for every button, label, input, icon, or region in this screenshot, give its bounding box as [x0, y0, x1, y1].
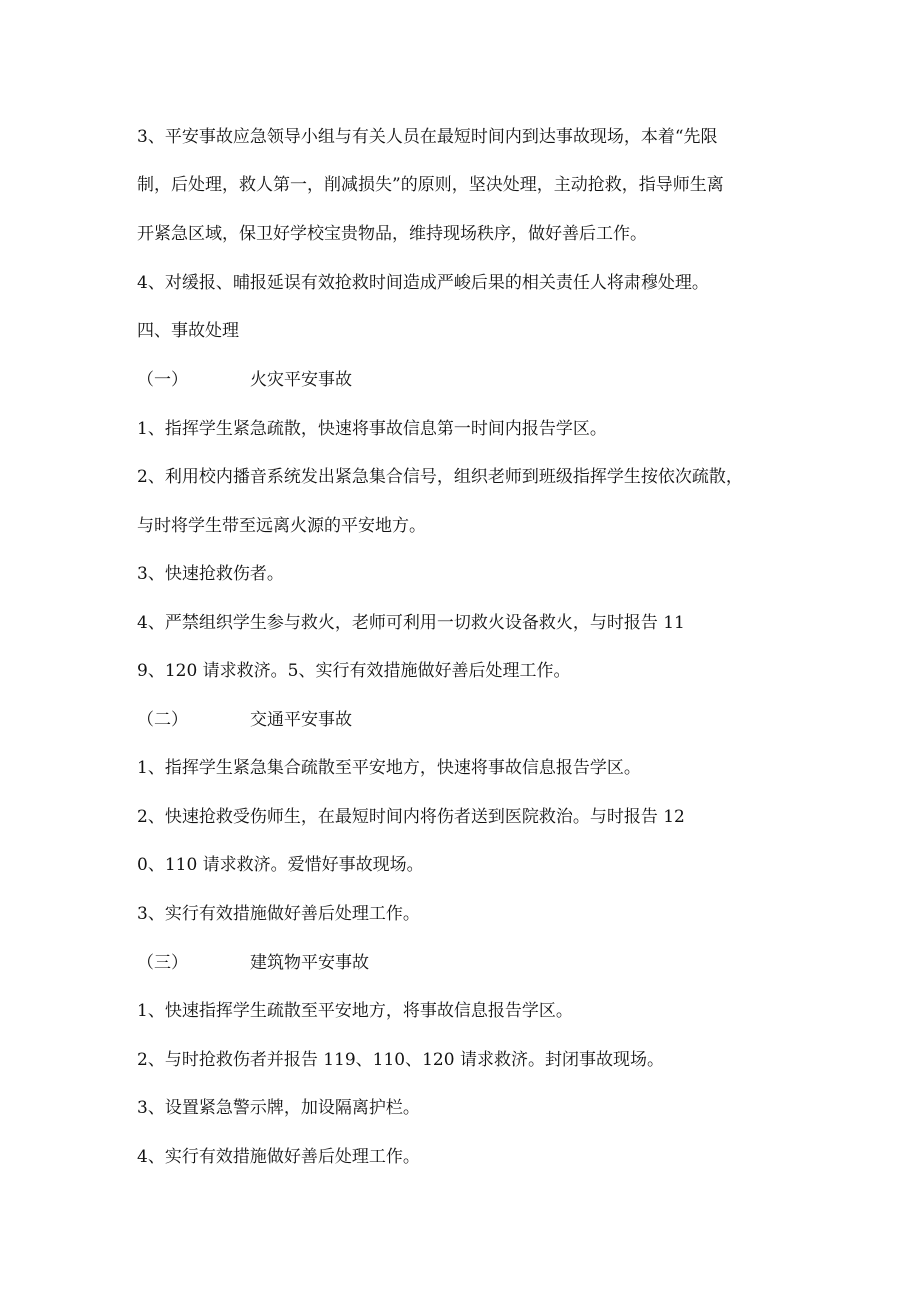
paragraph-line: 3、实行有效措施做好善后处理工作。	[137, 904, 420, 924]
paragraph-line: 1、指挥学生紧急集合疏散至平安地方，快速将事故信息报告学区。	[137, 758, 641, 778]
paragraph-line: 1、快速指挥学生疏散至平安地方，将事故信息报告学区。	[137, 1001, 573, 1021]
paragraph-line: 4、对缓报、晡报延误有效抢救时间造成严峻后果的相关责任人将肃穆处理。	[137, 273, 709, 293]
paragraph-line: 开紧急区域，保卫好学校宝贵物品，维持现场秩序，做好善后工作。	[137, 224, 647, 244]
section-heading: 四、事故处理	[137, 321, 239, 341]
subsection-heading-building	[137, 952, 369, 974]
paragraph-line: 2、与时抢救伤者并报告 119、110、120 请求救济。封闭事故现场。	[137, 1050, 664, 1070]
paragraph-line: 与时将学生带至远离火源的平安地方。	[137, 516, 426, 536]
paragraph-line: 1、指挥学生紧急疏散，快速将事故信息第一时间内报告学区。	[137, 419, 607, 439]
subsection-heading-traffic	[137, 709, 352, 731]
subsection-title: 建筑物平安事故	[250, 953, 369, 973]
paragraph-line: 2、利用校内播音系统发出紧急集合信号，组织老师到班级指挥学生按依次疏散，	[137, 467, 743, 487]
subsection-number: （三）	[137, 953, 188, 973]
subsection-title: 交通平安事故	[250, 710, 352, 730]
subsection-number: （二）	[137, 710, 188, 730]
paragraph-line: 3、平安事故应急领导小组与有关人员在最短时间内到达事故现场，本着“先限	[137, 127, 718, 147]
paragraph-line: 2、快速抢救受伤师生，在最短时间内将伤者送到医院救治。与时报告 12	[137, 807, 685, 827]
paragraph-line: 9、120 请求救济。5、实行有效措施做好善后处理工作。	[137, 661, 571, 681]
subsection-heading-fire	[137, 369, 352, 391]
paragraph-line: 4、实行有效措施做好善后处理工作。	[137, 1147, 420, 1167]
subsection-title: 火灾平安事故	[250, 370, 352, 390]
paragraph-line: 制，后处理，救人第一，削减损失”的原则，坚决处理，主动抢救，指导师生离	[137, 175, 724, 195]
paragraph-line: 0、110 请求救济。爱惜好事故现场。	[137, 855, 424, 875]
subsection-number: （一）	[137, 370, 188, 390]
paragraph-line: 3、快速抢救伤者。	[137, 564, 284, 584]
paragraph-line: 3、设置紧急警示牌，加设隔离护栏。	[137, 1098, 420, 1118]
paragraph-line: 4、严禁组织学生参与救火，老师可利用一切救火设备救火，与时报告 11	[137, 613, 685, 633]
